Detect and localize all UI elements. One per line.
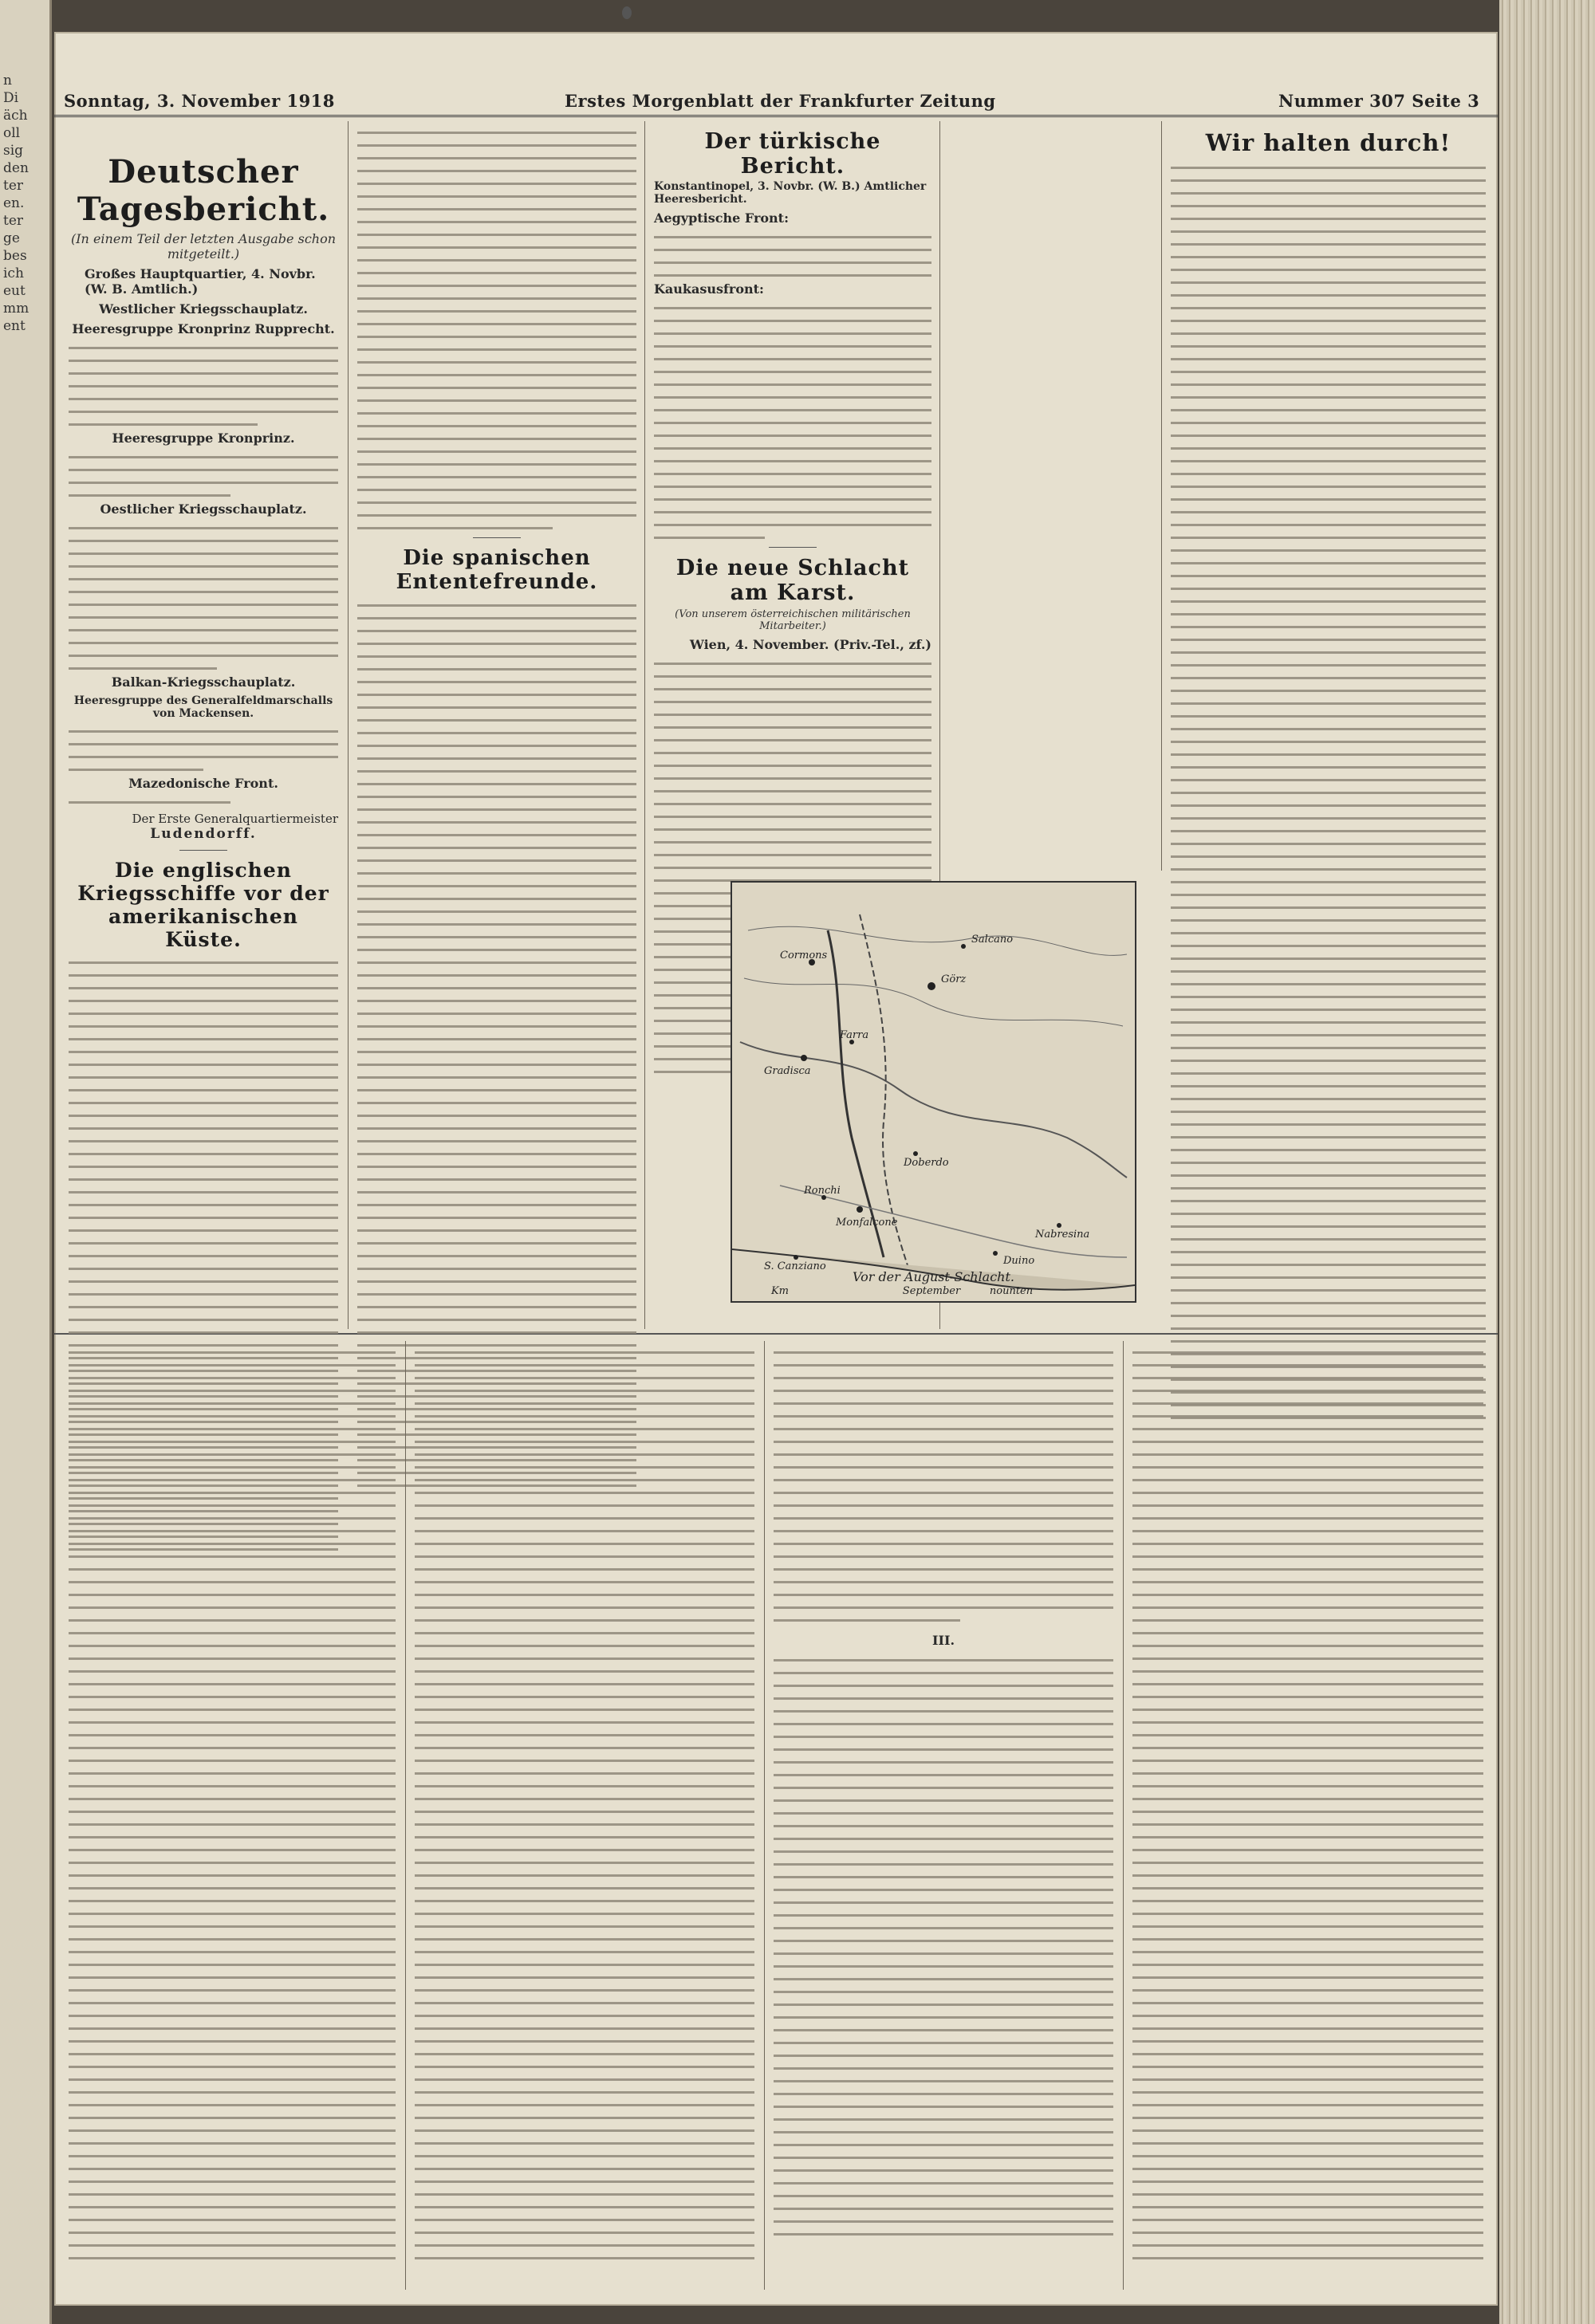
- header-masthead: Erstes Morgenblatt der Frankfurter Zeitung: [565, 91, 996, 111]
- map-place-label: S. Canziano: [764, 1260, 826, 1272]
- binding-hole: [622, 6, 632, 19]
- text-block: [69, 1351, 396, 2259]
- entente-title: Die spanischen Ententefreunde.: [396, 546, 598, 594]
- kriegsschiffe-title: Die englischen Kriegsschiffe vor der amerikanischen Küste.: [77, 859, 329, 951]
- text-block: [69, 347, 338, 426]
- newspaper-page: [54, 32, 1498, 2306]
- text-block: [69, 801, 338, 804]
- section-heading: Heeresgruppe Kronprinz Rupprecht.: [72, 321, 335, 336]
- section-heading: Heeresgruppe des Generalfeldmarschalls von Mackensen.: [73, 694, 333, 720]
- map-place-label: Duino: [1003, 1255, 1035, 1267]
- signature-name: Ludendorff.: [150, 826, 257, 842]
- text-block: [69, 730, 338, 771]
- column-rule: [1123, 1341, 1124, 2290]
- text-block: [357, 132, 636, 529]
- text-block: [415, 1351, 754, 2259]
- map-place-label: Gradisca: [764, 1065, 811, 1077]
- text-block: [69, 456, 338, 497]
- text-block: [774, 1659, 1113, 2236]
- signature-role: Der Erste Generalquartiermeister: [132, 812, 338, 826]
- map-place-label: Nabresina: [1035, 1229, 1090, 1241]
- map-place-label: Salcano: [971, 934, 1014, 946]
- column-rule: [644, 121, 645, 1329]
- battle-map: [731, 881, 1136, 1303]
- karst-dateline: Wien, 4. November. (Priv.-Tel., zf.): [689, 637, 931, 652]
- column-2: [357, 121, 636, 1487]
- text-block: [1171, 167, 1486, 1419]
- map-place-label: Görz: [941, 973, 967, 985]
- map-legend-3: nounten: [989, 1285, 1034, 1297]
- bottom-column-3: [774, 1341, 1113, 2236]
- text-block: [654, 236, 931, 277]
- text-block: [774, 1351, 1113, 1622]
- section-numeral: III.: [931, 1633, 955, 1648]
- column-1: [69, 121, 338, 1551]
- map-place-label: Cormons: [780, 950, 828, 961]
- bottom-column-1: [69, 1341, 396, 2259]
- section-heading: Westlicher Kriegsschauplatz.: [99, 301, 308, 317]
- text-block: [1132, 1351, 1483, 2259]
- map-scale: Km: [770, 1285, 790, 1297]
- tuerkisch-dateline: Konstantinopel, 3. Novbr. (W. B.) Amtlicher Heeresbericht.: [654, 180, 927, 206]
- header-page-number: Nummer 307 Seite 3: [1278, 91, 1480, 111]
- previous-page-strip: n Di äch oll sig den ter en. ter ge bes ich eut mm ent: [0, 0, 52, 2324]
- karst-sub: (Von unserem österreichischen militärischen Mitarbeiter.): [675, 608, 911, 632]
- map-legend: Vor der August-Schlacht.: [852, 1269, 1014, 1284]
- bottom-column-4: [1132, 1341, 1483, 2259]
- text-block: [69, 527, 338, 670]
- map-place-label: Doberdo: [904, 1157, 949, 1169]
- section-heading: Oestlicher Kriegsschauplatz.: [100, 501, 307, 517]
- header-date: Sonntag, 3. November 1918: [64, 91, 335, 111]
- section-heading: Aegyptische Front:: [654, 210, 789, 226]
- map-place-label: Farra: [840, 1029, 869, 1041]
- column-rule: [1161, 121, 1162, 871]
- tagesbericht-title: Deutscher Tagesbericht.: [77, 153, 330, 228]
- map-place-label: Ronchi: [804, 1185, 841, 1197]
- bottom-column-2: [415, 1341, 754, 2259]
- column-rule: [348, 121, 349, 1329]
- map-graphic: [732, 883, 1135, 1301]
- section-heading: Balkan-Kriegsschauplatz.: [111, 674, 296, 690]
- karst-title: Die neue Schlacht am Karst.: [675, 556, 910, 605]
- tagesbericht-note: (In einem Teil der letzten Ausgabe schon mitgeteilt.): [70, 231, 337, 261]
- column-rule: [405, 1341, 406, 2290]
- map-legend-2: September: [902, 1285, 961, 1297]
- halten-title: Wir halten durch!: [1205, 129, 1451, 156]
- tagesbericht-dateline: Großes Hauptquartier, 4. Novbr. (W. B. Amtlich.): [85, 266, 316, 297]
- section-heading: Heeresgruppe Kronprinz.: [112, 431, 295, 446]
- text-block: [654, 307, 931, 539]
- page-stack-edge: [1499, 0, 1595, 2324]
- column-rule: [764, 1341, 765, 2290]
- column-4: [1171, 121, 1486, 1419]
- map-place-label: Monfalcone: [836, 1217, 898, 1229]
- tuerkisch-title: Der türkische Bericht.: [704, 129, 881, 179]
- section-heading: Mazedonische Front.: [128, 776, 278, 791]
- page-header: [54, 88, 1498, 117]
- section-heading: Kaukasusfront:: [654, 281, 764, 297]
